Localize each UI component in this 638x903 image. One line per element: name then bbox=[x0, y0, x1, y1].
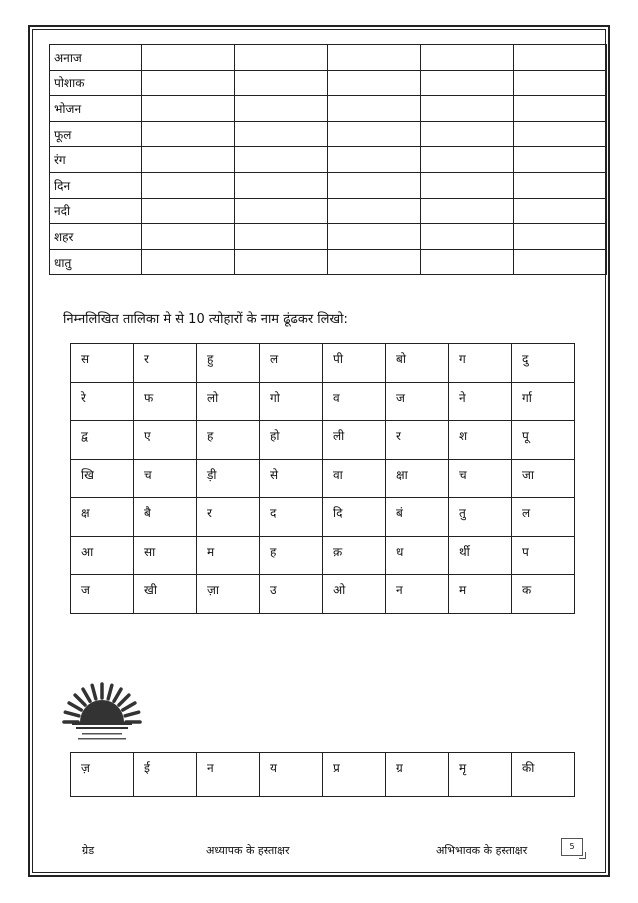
teacher-signature-label: अध्यापक के हस्ताक्षर bbox=[206, 844, 290, 857]
answer-cell[interactable] bbox=[142, 147, 235, 173]
category-label: पोशाक bbox=[50, 70, 142, 96]
letter-cell: र्थी bbox=[449, 536, 512, 575]
table-row bbox=[50, 198, 607, 224]
table-row bbox=[71, 459, 575, 498]
answer-cell[interactable] bbox=[235, 121, 328, 147]
answer-cell[interactable] bbox=[514, 249, 607, 275]
letter-cell: पी bbox=[323, 344, 386, 383]
answer-cell[interactable] bbox=[142, 198, 235, 224]
answer-cell[interactable] bbox=[514, 198, 607, 224]
answer-cell[interactable] bbox=[421, 224, 514, 250]
letter-cell: आ bbox=[71, 536, 134, 575]
answer-cell[interactable] bbox=[421, 121, 514, 147]
category-label: नदी bbox=[50, 198, 142, 224]
letter-cell: से bbox=[260, 459, 323, 498]
letter-cell: फ bbox=[134, 382, 197, 421]
letter-cell: उ bbox=[260, 575, 323, 614]
letter-cell: र bbox=[134, 344, 197, 383]
letter-cell: पू bbox=[512, 421, 575, 460]
answer-cell[interactable] bbox=[421, 172, 514, 198]
grade-label: ग्रेड bbox=[82, 844, 95, 857]
answer-cell[interactable] bbox=[514, 172, 607, 198]
table-row bbox=[71, 344, 575, 383]
category-label: फूल bbox=[50, 121, 142, 147]
answer-cell[interactable] bbox=[142, 45, 235, 71]
letter-cell: व bbox=[323, 382, 386, 421]
answer-cell[interactable] bbox=[328, 172, 421, 198]
answer-cell[interactable] bbox=[514, 45, 607, 71]
letter-cell: ज bbox=[71, 575, 134, 614]
letter-cell: ग bbox=[449, 344, 512, 383]
answer-cell[interactable] bbox=[142, 249, 235, 275]
answer-cell[interactable] bbox=[514, 121, 607, 147]
letter-cell: दि bbox=[323, 498, 386, 537]
letter-cell: श bbox=[449, 421, 512, 460]
letter-cell: न bbox=[386, 575, 449, 614]
letter-cell: ली bbox=[323, 421, 386, 460]
answer-cell[interactable] bbox=[328, 249, 421, 275]
letter-cell: बं bbox=[386, 498, 449, 537]
answer-cell[interactable] bbox=[514, 96, 607, 122]
answer-cell[interactable] bbox=[235, 70, 328, 96]
answer-cell[interactable] bbox=[142, 224, 235, 250]
answer-cell[interactable] bbox=[328, 198, 421, 224]
letter-cell: ल bbox=[260, 344, 323, 383]
category-label: अनाज bbox=[50, 45, 142, 71]
answer-cell[interactable] bbox=[235, 172, 328, 198]
letter-cell: रे bbox=[71, 382, 134, 421]
letter-cell: हो bbox=[260, 421, 323, 460]
table-row bbox=[71, 575, 575, 614]
festival-letter-grid bbox=[70, 343, 575, 614]
letter-cell: वा bbox=[323, 459, 386, 498]
letter-cell: मृ bbox=[449, 753, 512, 797]
letter-cell: तु bbox=[449, 498, 512, 537]
answer-cell[interactable] bbox=[328, 45, 421, 71]
letter-cell: जा bbox=[512, 459, 575, 498]
table-row bbox=[71, 421, 575, 460]
letter-cell: र bbox=[197, 498, 260, 537]
letter-cell: प्र bbox=[323, 753, 386, 797]
letter-cell: सा bbox=[134, 536, 197, 575]
letter-cell: र bbox=[386, 421, 449, 460]
extra-letter-row-table bbox=[70, 752, 575, 797]
table-row bbox=[50, 172, 607, 198]
answer-cell[interactable] bbox=[235, 224, 328, 250]
table-row bbox=[50, 147, 607, 173]
instruction-text: निम्नलिखित तालिका मे से 10 त्योहारों के नाम ढूंढकर लिखो: bbox=[63, 312, 348, 327]
letter-cell: ज bbox=[386, 382, 449, 421]
letter-cell: ए bbox=[134, 421, 197, 460]
answer-cell[interactable] bbox=[235, 45, 328, 71]
letter-cell: ई bbox=[134, 753, 197, 797]
letter-cell: क़ bbox=[323, 536, 386, 575]
letter-cell: ह bbox=[197, 421, 260, 460]
category-label: शहर bbox=[50, 224, 142, 250]
table-row bbox=[71, 498, 575, 537]
table-row bbox=[71, 536, 575, 575]
answer-cell[interactable] bbox=[514, 224, 607, 250]
table-row bbox=[50, 121, 607, 147]
answer-cell[interactable] bbox=[235, 249, 328, 275]
letter-cell: की bbox=[512, 753, 575, 797]
letter-cell: ज़ा bbox=[197, 575, 260, 614]
letter-cell: खि bbox=[71, 459, 134, 498]
guardian-signature-label: अभिभावक के हस्ताक्षर bbox=[436, 844, 528, 857]
answer-cell[interactable] bbox=[142, 172, 235, 198]
answer-cell[interactable] bbox=[328, 96, 421, 122]
answer-cell[interactable] bbox=[142, 70, 235, 96]
table-row bbox=[50, 45, 607, 71]
answer-cell[interactable] bbox=[328, 224, 421, 250]
category-table bbox=[49, 44, 607, 275]
table-row bbox=[50, 70, 607, 96]
letter-cell: ध bbox=[386, 536, 449, 575]
letter-cell: ड़ी bbox=[197, 459, 260, 498]
letter-cell: ग्र bbox=[386, 753, 449, 797]
letter-cell: खी bbox=[134, 575, 197, 614]
answer-cell[interactable] bbox=[328, 147, 421, 173]
page-number: 5 bbox=[561, 838, 583, 856]
letter-cell: च bbox=[134, 459, 197, 498]
letter-cell: क्ष bbox=[71, 498, 134, 537]
letter-cell: म bbox=[197, 536, 260, 575]
category-label: धातु bbox=[50, 249, 142, 275]
letter-cell: क्षा bbox=[386, 459, 449, 498]
answer-cell[interactable] bbox=[421, 249, 514, 275]
answer-cell[interactable] bbox=[421, 45, 514, 71]
letter-cell: स bbox=[71, 344, 134, 383]
answer-cell[interactable] bbox=[235, 96, 328, 122]
answer-cell[interactable] bbox=[235, 147, 328, 173]
letter-cell: ने bbox=[449, 382, 512, 421]
answer-cell[interactable] bbox=[514, 70, 607, 96]
letter-cell: बो bbox=[386, 344, 449, 383]
answer-cell[interactable] bbox=[421, 96, 514, 122]
kvs-logo-icon bbox=[62, 682, 142, 748]
answer-cell[interactable] bbox=[421, 198, 514, 224]
letter-cell: क bbox=[512, 575, 575, 614]
category-label: भोजन bbox=[50, 96, 142, 122]
letter-cell: ल bbox=[512, 498, 575, 537]
answer-cell[interactable] bbox=[235, 198, 328, 224]
table-row bbox=[71, 753, 575, 797]
category-label: दिन bbox=[50, 172, 142, 198]
answer-cell[interactable] bbox=[142, 96, 235, 122]
letter-cell: न bbox=[197, 753, 260, 797]
letter-cell: ह bbox=[260, 536, 323, 575]
table-row bbox=[71, 382, 575, 421]
letter-cell: हु bbox=[197, 344, 260, 383]
letter-cell: च bbox=[449, 459, 512, 498]
letter-cell: लो bbox=[197, 382, 260, 421]
table-row bbox=[50, 249, 607, 275]
letter-cell: गो bbox=[260, 382, 323, 421]
answer-cell[interactable] bbox=[142, 121, 235, 147]
table-row bbox=[50, 96, 607, 122]
letter-cell: य bbox=[260, 753, 323, 797]
letter-cell: प bbox=[512, 536, 575, 575]
letter-cell: बै bbox=[134, 498, 197, 537]
answer-cell[interactable] bbox=[421, 70, 514, 96]
letter-cell: र्गा bbox=[512, 382, 575, 421]
letter-cell: म bbox=[449, 575, 512, 614]
category-label: रंग bbox=[50, 147, 142, 173]
table-row bbox=[50, 224, 607, 250]
letter-cell: द bbox=[260, 498, 323, 537]
letter-cell: ओ bbox=[323, 575, 386, 614]
answer-cell[interactable] bbox=[421, 147, 514, 173]
answer-cell[interactable] bbox=[328, 70, 421, 96]
answer-cell[interactable] bbox=[328, 121, 421, 147]
letter-cell: द्व bbox=[71, 421, 134, 460]
answer-cell[interactable] bbox=[514, 147, 607, 173]
letter-cell: ज़ bbox=[71, 753, 134, 797]
letter-cell: दु bbox=[512, 344, 575, 383]
